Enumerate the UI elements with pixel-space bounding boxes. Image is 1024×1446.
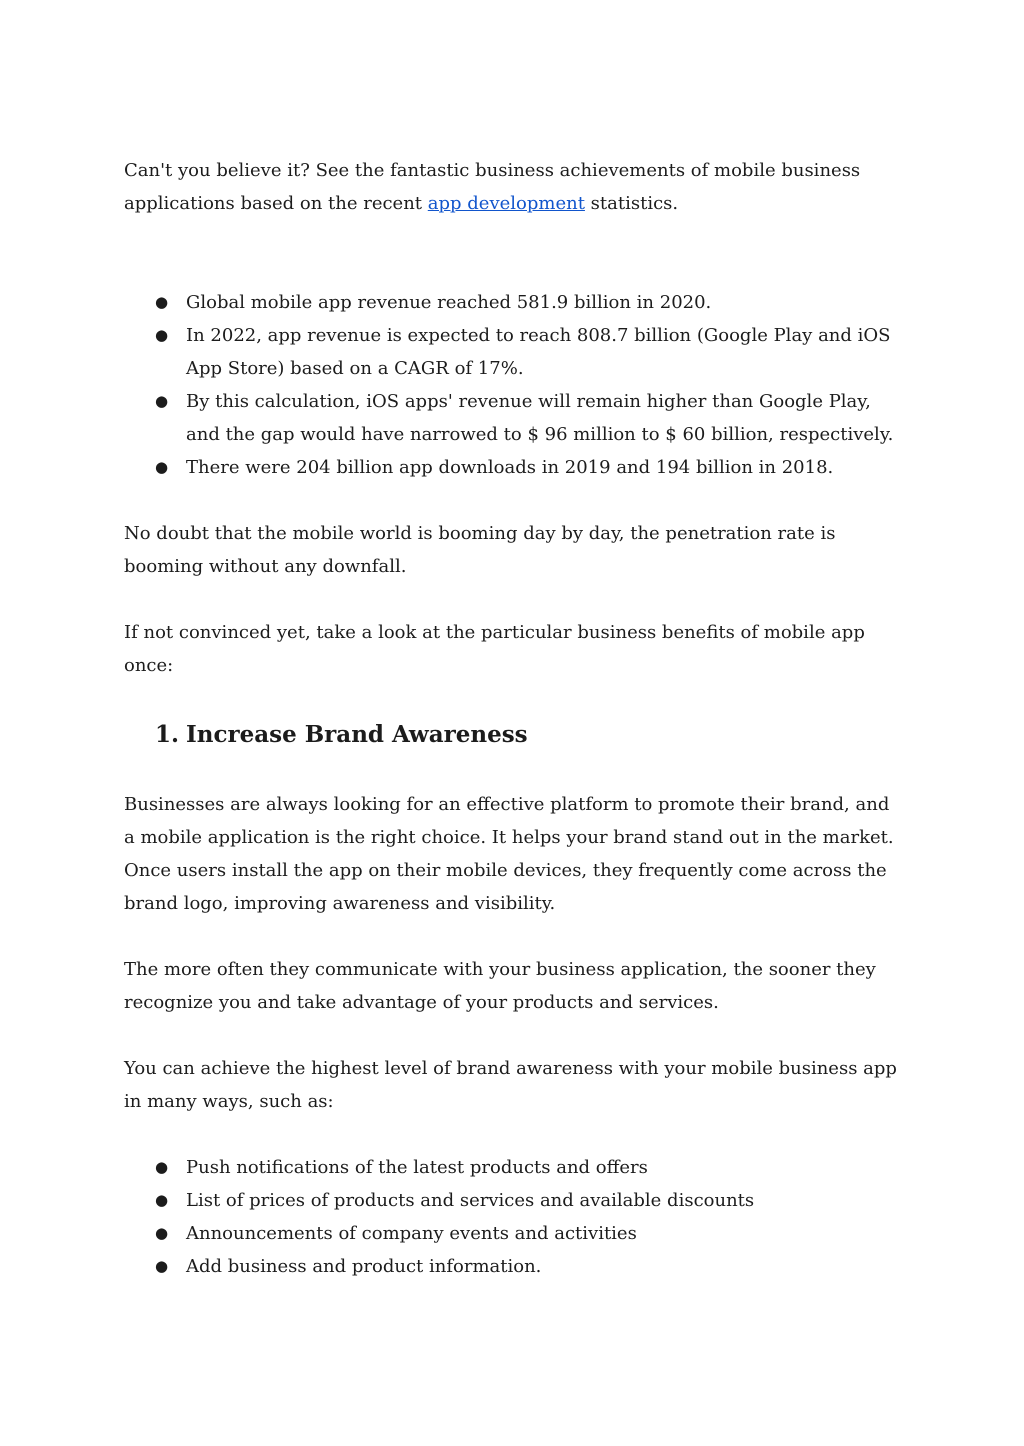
intro-text-after-link: statistics. bbox=[584, 193, 679, 214]
section-title: Increase Brand Awareness bbox=[186, 721, 528, 748]
list-item-text: Add business and product information. bbox=[186, 1256, 542, 1277]
communicate-paragraph: The more often they communicate with your business application, the sooner they recognize you and take advantage of your products and services. bbox=[124, 959, 876, 1013]
bullet-icon: ● bbox=[155, 1224, 169, 1242]
list-item bbox=[124, 1217, 904, 1250]
platform-paragraph: Businesses are always looking for an effective platform to promote their brand, and a mobile application is the right choice. It helps your brand stand out in the market. Once users install the app on their mobile devices, they frequently come across the brand logo, improving awareness and visibility. bbox=[124, 794, 894, 914]
list-item-text: In 2022, app revenue is expected to reach 808.7 billion (Google Play and iOS App Store) based on a CAGR of 17%. bbox=[186, 325, 891, 379]
list-item-text: There were 204 billion app downloads in 2019 and 194 billion in 2018. bbox=[186, 457, 834, 478]
section-number: 1. bbox=[155, 721, 180, 748]
list-item bbox=[124, 1184, 904, 1217]
app-development-link[interactable]: app development bbox=[427, 193, 585, 214]
list-item-text: Global mobile app revenue reached 581.9 billion in 2020. bbox=[186, 292, 712, 313]
list-item bbox=[124, 385, 904, 451]
list-item-text: Announcements of company events and activities bbox=[186, 1223, 637, 1244]
list-item bbox=[124, 319, 904, 385]
list-item-text: Push notifications of the latest products and offers bbox=[186, 1157, 648, 1178]
list-item bbox=[124, 1250, 904, 1283]
statistics-list bbox=[124, 286, 904, 484]
achieve-paragraph: You can achieve the highest level of brand awareness with your mobile business app in many ways, such as: bbox=[124, 1058, 897, 1112]
section-heading bbox=[124, 718, 904, 752]
list-item bbox=[124, 286, 904, 319]
bullet-icon: ● bbox=[155, 293, 169, 311]
list-item-text: By this calculation, iOS apps' revenue will remain higher than Google Play, and the gap would have narrowed to $ 96 million to $ 60 billion, respectively. bbox=[186, 391, 894, 445]
bullet-icon: ● bbox=[155, 1257, 169, 1275]
list-item bbox=[124, 1151, 904, 1184]
list-item-text: List of prices of products and services and available discounts bbox=[186, 1190, 755, 1211]
intro-text-before-link: Can't you believe it? See the fantastic business achievements of mobile business applications based on the recent bbox=[124, 160, 861, 214]
bullet-icon: ● bbox=[155, 458, 169, 476]
awareness-list bbox=[124, 1151, 904, 1283]
booming-paragraph: No doubt that the mobile world is booming day by day, the penetration rate is booming without any downfall. bbox=[124, 523, 836, 577]
bullet-icon: ● bbox=[155, 1158, 169, 1176]
list-item bbox=[124, 451, 904, 484]
bullet-icon: ● bbox=[155, 392, 169, 410]
document-page bbox=[124, 154, 904, 1283]
bullet-icon: ● bbox=[155, 1191, 169, 1209]
convinced-paragraph: If not convinced yet, take a look at the particular business benefits of mobile app once: bbox=[124, 622, 865, 676]
intro-paragraph bbox=[124, 154, 904, 220]
bullet-icon: ● bbox=[155, 326, 169, 344]
